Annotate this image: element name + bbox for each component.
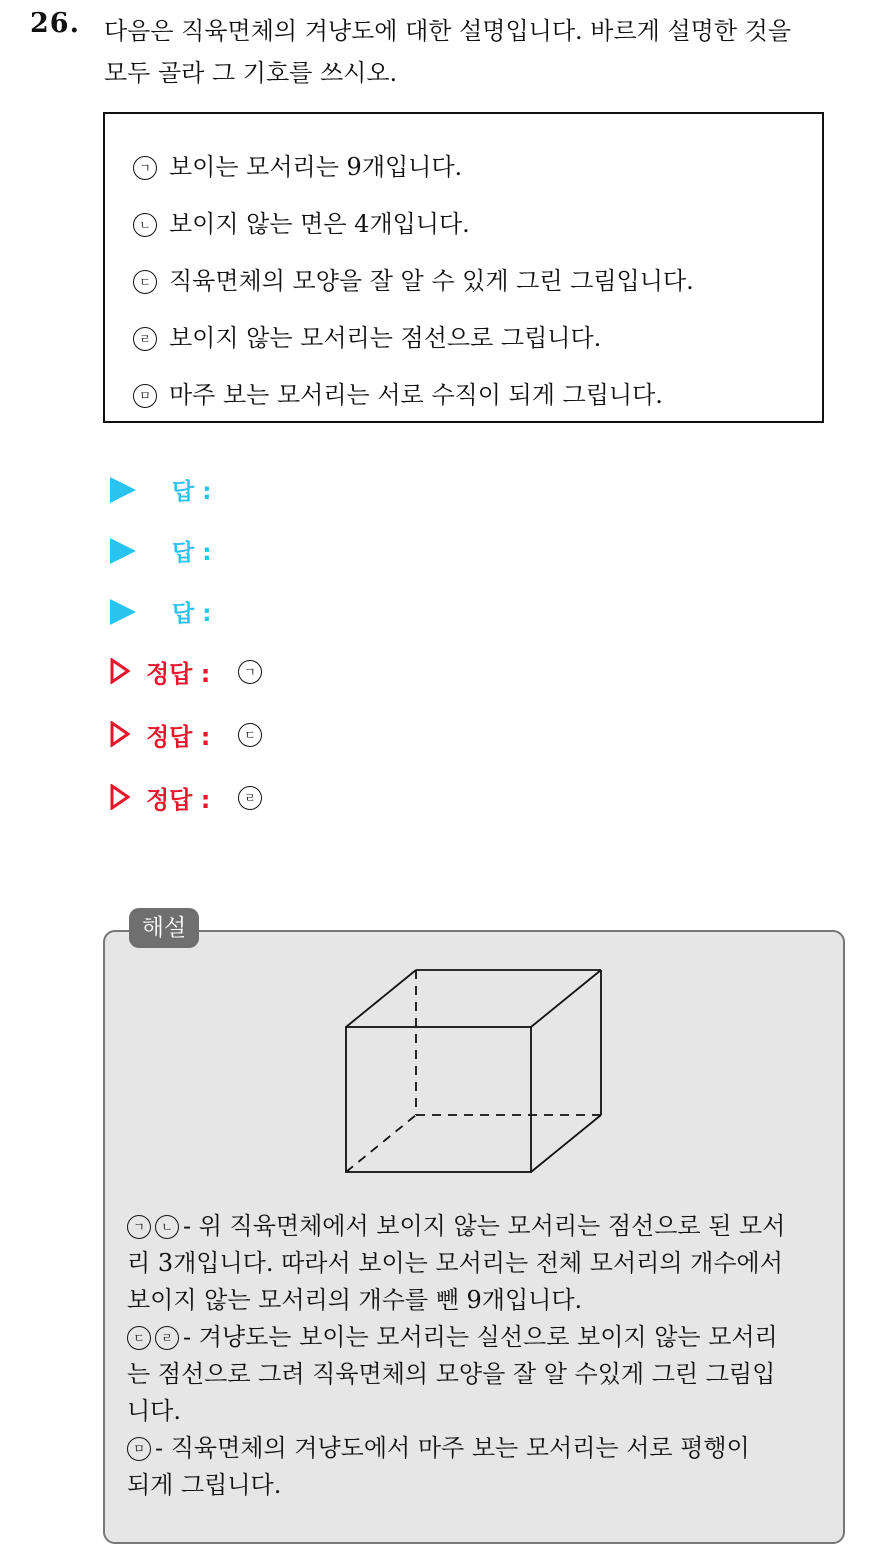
outline-arrow-icon: [110, 721, 130, 747]
answer-key-symbol: ㄷ: [238, 723, 262, 747]
choices-box: [103, 112, 824, 423]
choice-text: 마주 보는 모서리는 서로 수직이 되게 그립니다.: [169, 381, 663, 409]
explanation-line: [127, 1208, 827, 1245]
arrow-icon: [110, 599, 136, 625]
explanation-text: [127, 1208, 827, 1504]
choice-text: 보이지 않는 면은 4개입니다.: [169, 210, 470, 238]
choice-item: [133, 209, 470, 239]
explanation-symbol: ㅁ: [127, 1437, 151, 1461]
choice-item: [133, 152, 462, 182]
explanation-symbol: ㄴ: [155, 1215, 179, 1239]
choice-text: 보이는 모서리는 9개입니다.: [169, 153, 463, 181]
cuboid-diagram: [320, 960, 620, 1190]
hidden-edge: [346, 1115, 416, 1172]
cuboid-edge: [531, 970, 601, 1027]
outline-arrow-icon: [110, 784, 130, 810]
outline-arrow-icon: [110, 658, 130, 684]
answer-key-symbol: ㄱ: [238, 660, 262, 684]
question-line: 다음은 직육면체의 겨냥도에 대한 설명입니다. 바르게 설명한 것을: [104, 17, 791, 45]
explanation-line-text: - 위 직육면체에서 보이지 않는 모서리는 점선으로 된 모서: [183, 1212, 786, 1240]
choice-item: [133, 266, 694, 296]
explanation-tab: 해설: [129, 908, 199, 948]
explanation-symbol: ㄹ: [155, 1326, 179, 1350]
explanation-line-text: - 직육면체의 겨냥도에서 마주 보는 모서리는 서로 평행이: [155, 1434, 750, 1462]
explanation-line: 리 3개입니다. 따라서 보이는 모서리는 전체 모서리의 개수에서: [127, 1249, 783, 1277]
answer-key-symbol: ㄹ: [238, 786, 262, 810]
answer-label: 답 :: [172, 540, 212, 566]
choice-symbol: ㄱ: [133, 156, 157, 180]
explanation-line: 보이지 않는 모서리의 개수를 뺀 9개입니다.: [127, 1286, 583, 1314]
arrow-icon: [110, 477, 136, 503]
cuboid-edge: [531, 1115, 601, 1172]
question-line: 모두 골라 그 기호를 쓰시오.: [104, 59, 398, 87]
answer-label: 답 :: [172, 479, 212, 505]
answer-key-label: 정답 :: [146, 660, 211, 688]
choice-symbol: ㄹ: [133, 327, 157, 351]
choice-item: [133, 380, 663, 410]
explanation-line: 되게 그립니다.: [127, 1471, 282, 1499]
question-text: [104, 10, 874, 94]
explanation-line-text: - 겨냥도는 보이는 모서리는 실선으로 보이지 않는 모서리: [183, 1323, 778, 1351]
arrow-icon: [110, 538, 136, 564]
explanation-symbol: ㄱ: [127, 1215, 151, 1239]
question-number: 26.: [30, 8, 80, 39]
explanation-line: 니다.: [127, 1397, 181, 1425]
cuboid-edge: [346, 970, 416, 1027]
choice-symbol: ㄴ: [133, 213, 157, 237]
explanation-line: [127, 1319, 827, 1356]
explanation-line: 는 점선으로 그려 직육면체의 모양을 잘 알 수있게 그린 그림입: [127, 1360, 776, 1388]
choice-text: 직육면체의 모양을 잘 알 수 있게 그린 그림입니다.: [169, 267, 694, 295]
choice-symbol: ㅁ: [133, 384, 157, 408]
choice-symbol: ㄷ: [133, 270, 157, 294]
answer-key-label: 정답 :: [146, 786, 211, 814]
choice-item: [133, 323, 601, 353]
choice-text: 보이지 않는 모서리는 점선으로 그립니다.: [169, 324, 602, 352]
answer-key-label: 정답 :: [146, 723, 211, 751]
answer-label: 답 :: [172, 601, 212, 627]
explanation-symbol: ㄷ: [127, 1326, 151, 1350]
explanation-line: [127, 1430, 827, 1467]
